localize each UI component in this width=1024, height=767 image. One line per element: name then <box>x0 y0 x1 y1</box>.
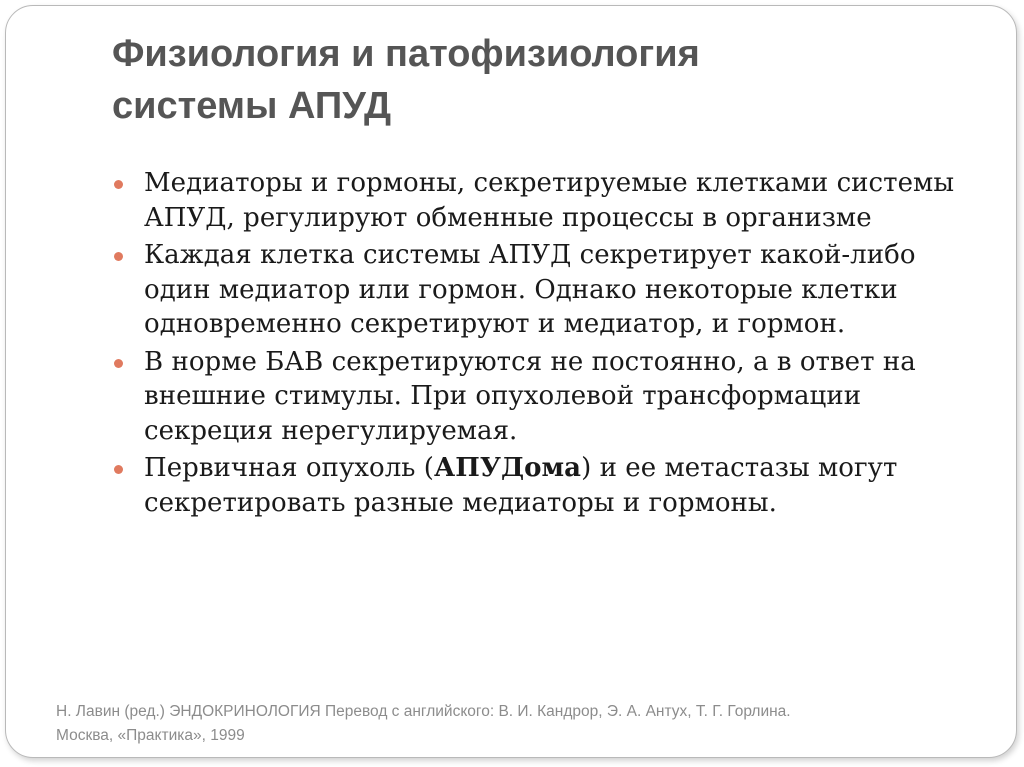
footnote-line-1: Н. Лавин (ред.) ЭНДОКРИНОЛОГИЯ Перевод с английского: В. И. Кандрор, Э. А. Антух, Т. Г. Горлина. <box>56 703 791 720</box>
bullet-dot-icon <box>114 252 123 261</box>
apudoma-term: АПУДома <box>433 453 582 483</box>
bullet-item <box>112 345 972 449</box>
bullet-item <box>112 166 972 235</box>
bullet-text-part: Первичная опухоль ( <box>144 453 434 483</box>
bullet-text: Медиаторы и гормоны, секретируемые клетками системы АПУД, регулируют обменные процессы в организме <box>144 168 955 233</box>
footnote-line-2: Москва, «Практика», 1999 <box>56 727 245 744</box>
bullet-dot-icon <box>114 180 123 189</box>
slide-title-line-1: Физиология и патофизиология <box>112 33 700 75</box>
slide-title-line-2: системы АПУД <box>112 85 392 127</box>
bullet-list <box>112 166 972 523</box>
source-footnote <box>56 700 976 748</box>
bullet-text: В норме БАВ секретируются не постоянно, а в ответ на внешние стимулы. При опухолевой трансформации секреция нерегулируемая. <box>144 346 916 446</box>
bullet-dot-icon <box>114 359 123 368</box>
bullet-text-part: ) и ее метастазы могут секретировать разные медиаторы и гормоны. <box>144 453 898 518</box>
bullet-item <box>112 238 972 342</box>
bullet-item <box>112 451 972 520</box>
bullet-text <box>144 453 897 518</box>
slide-title <box>112 28 952 132</box>
bullet-dot-icon <box>114 465 123 474</box>
bullet-text: Каждая клетка системы АПУД секретирует какой-либо один медиатор или гормон. Однако некоторые клетки одновременно секретируют и медиатор, и гормон. <box>144 240 916 339</box>
